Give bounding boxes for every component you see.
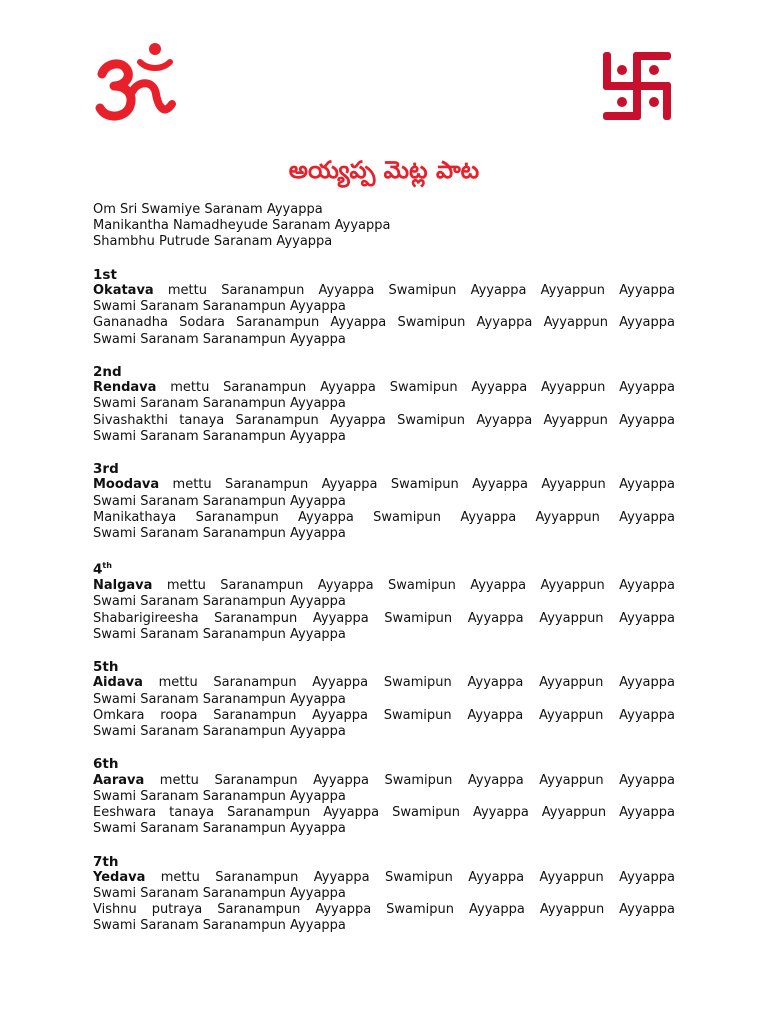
- page-title: అయ్యప్ప మెట్ల పాట: [288, 156, 480, 184]
- verse-heading-number: 4: [93, 561, 103, 578]
- verse-heading: [93, 461, 675, 477]
- step-name: Aarava: [93, 772, 145, 788]
- intro-line: Manikantha Namadheyude Saranam Ayyappa: [93, 218, 391, 234]
- verse-line: Gananadha Sodara Saranampun Ayyappa Swamipun Ayyappa Ayyappun Ayyappa: [93, 315, 675, 331]
- verse-line: Swami Saranam Saranampun Ayyappa: [93, 396, 346, 412]
- intro-line: Shambhu Putrude Saranam Ayyappa: [93, 234, 333, 250]
- verse-heading: [93, 364, 675, 380]
- verse-line: Sivashakthi tanaya Saranampun Ayyappa Swamipun Ayyappa Ayyappun Ayyappa: [93, 412, 675, 428]
- verse-heading-suffix: rd: [102, 461, 119, 478]
- verse-line-text: mettu Saranampun Ayyappa Swamipun Ayyappa Ayyappun Ayyappa: [159, 477, 675, 493]
- verse-block: [93, 558, 675, 659]
- verse-heading-number: 1: [93, 266, 103, 283]
- verse-line: Swami Saranam Saranampun Ayyappa: [93, 493, 346, 509]
- verse-heading-number: 7: [93, 853, 103, 870]
- verse-line-text: mettu Saranampun Ayyappa Swamipun Ayyappa Ayyappun Ayyappa: [152, 578, 675, 594]
- verse-line: [93, 870, 675, 886]
- verse-heading-suffix: th: [102, 853, 119, 870]
- verse-heading-suffix: st: [102, 266, 117, 283]
- verse-heading: [93, 756, 675, 772]
- verse-heading-number: 5: [93, 659, 103, 676]
- verse-heading-suffix: nd: [102, 364, 122, 380]
- verse-line: Swami Saranam Saranampun Ayyappa: [93, 723, 346, 739]
- verse-line: [93, 283, 675, 299]
- verse-line: Swami Saranam Saranampun Ayyappa: [93, 331, 346, 347]
- verse-heading: [93, 659, 675, 675]
- verse-block: [93, 267, 675, 364]
- verse-heading-number: 3: [93, 461, 103, 478]
- swastika-symbol-icon: [598, 48, 676, 124]
- verse-line: Shabarigireesha Saranampun Ayyappa Swamipun Ayyappa Ayyappun Ayyappa: [93, 610, 675, 626]
- verse-block: [93, 659, 675, 756]
- step-name: Nalgava: [93, 578, 153, 594]
- verse-line: Swami Saranam Saranampun Ayyappa: [93, 526, 346, 542]
- verse-line: Swami Saranam Saranampun Ayyappa: [93, 428, 346, 444]
- verse-heading-suffix: th: [102, 659, 119, 676]
- verse-heading-suffix: th: [102, 756, 119, 773]
- verse-line: Swami Saranam Saranampun Ayyappa: [93, 918, 346, 934]
- verse-block: [93, 364, 675, 461]
- verse-line: Swami Saranam Saranampun Ayyappa: [93, 299, 346, 315]
- verse-heading-suffix: th: [102, 561, 112, 571]
- verse-line: Swami Saranam Saranampun Ayyappa: [93, 691, 346, 707]
- verse-line: [93, 380, 675, 396]
- step-name: Aidava: [93, 675, 143, 691]
- verse-heading-number: 2: [93, 364, 103, 380]
- om-symbol-icon: [92, 40, 178, 124]
- verse-heading: [93, 267, 675, 283]
- step-name: Moodava: [93, 477, 160, 493]
- verse-line: Swami Saranam Saranampun Ayyappa: [93, 626, 346, 642]
- verse-block: [93, 854, 675, 935]
- verse-block: [93, 461, 675, 558]
- verse-line: Swami Saranam Saranampun Ayyappa: [93, 788, 346, 804]
- verse-line: Vishnu putraya Saranampun Ayyappa Swamipun Ayyappa Ayyappun Ayyappa: [93, 902, 675, 918]
- step-name: Yedava: [93, 869, 146, 885]
- verse-line: Eeshwara tanaya Saranampun Ayyappa Swamipun Ayyappa Ayyappun Ayyappa: [93, 804, 675, 820]
- verse-line: [93, 773, 675, 789]
- verse-line: [93, 578, 675, 594]
- verse-block: [93, 756, 675, 853]
- verse-line: Manikathaya Saranampun Ayyappa Swamipun Ayyappa Ayyappun Ayyappa: [93, 509, 675, 525]
- verse-line: Swami Saranam Saranampun Ayyappa: [93, 885, 346, 901]
- verse-line: Swami Saranam Saranampun Ayyappa: [93, 821, 346, 837]
- verse-heading: [93, 558, 675, 578]
- verse-line-text: mettu Saranampun Ayyappa Swamipun Ayyappa Ayyappun Ayyappa: [156, 380, 675, 396]
- verse-line-text: mettu Saranampun Ayyappa Swamipun Ayyappa Ayyappun Ayyappa: [153, 283, 675, 298]
- step-name: Okatava: [93, 283, 154, 298]
- verse-line: Omkara roopa Saranampun Ayyappa Swamipun Ayyappa Ayyappun Ayyappa: [93, 707, 675, 723]
- verse-line-text: mettu Saranampun Ayyappa Swamipun Ayyappa Ayyappun Ayyappa: [144, 772, 675, 788]
- verse-list: [93, 267, 675, 935]
- song-lyrics: [93, 202, 675, 935]
- verse-heading-number: 6: [93, 756, 103, 773]
- step-name: Rendava: [93, 380, 157, 396]
- verse-line: [93, 675, 675, 691]
- verse-line-text: mettu Saranampun Ayyappa Swamipun Ayyappa Ayyappun Ayyappa: [145, 869, 675, 885]
- intro-line: Om Sri Swamiye Saranam Ayyappa: [93, 202, 323, 217]
- verse-heading: [93, 854, 675, 870]
- verse-line: Swami Saranam Saranampun Ayyappa: [93, 594, 346, 610]
- verse-line-text: mettu Saranampun Ayyappa Swamipun Ayyappa Ayyappun Ayyappa: [142, 675, 675, 691]
- verse-line: [93, 477, 675, 493]
